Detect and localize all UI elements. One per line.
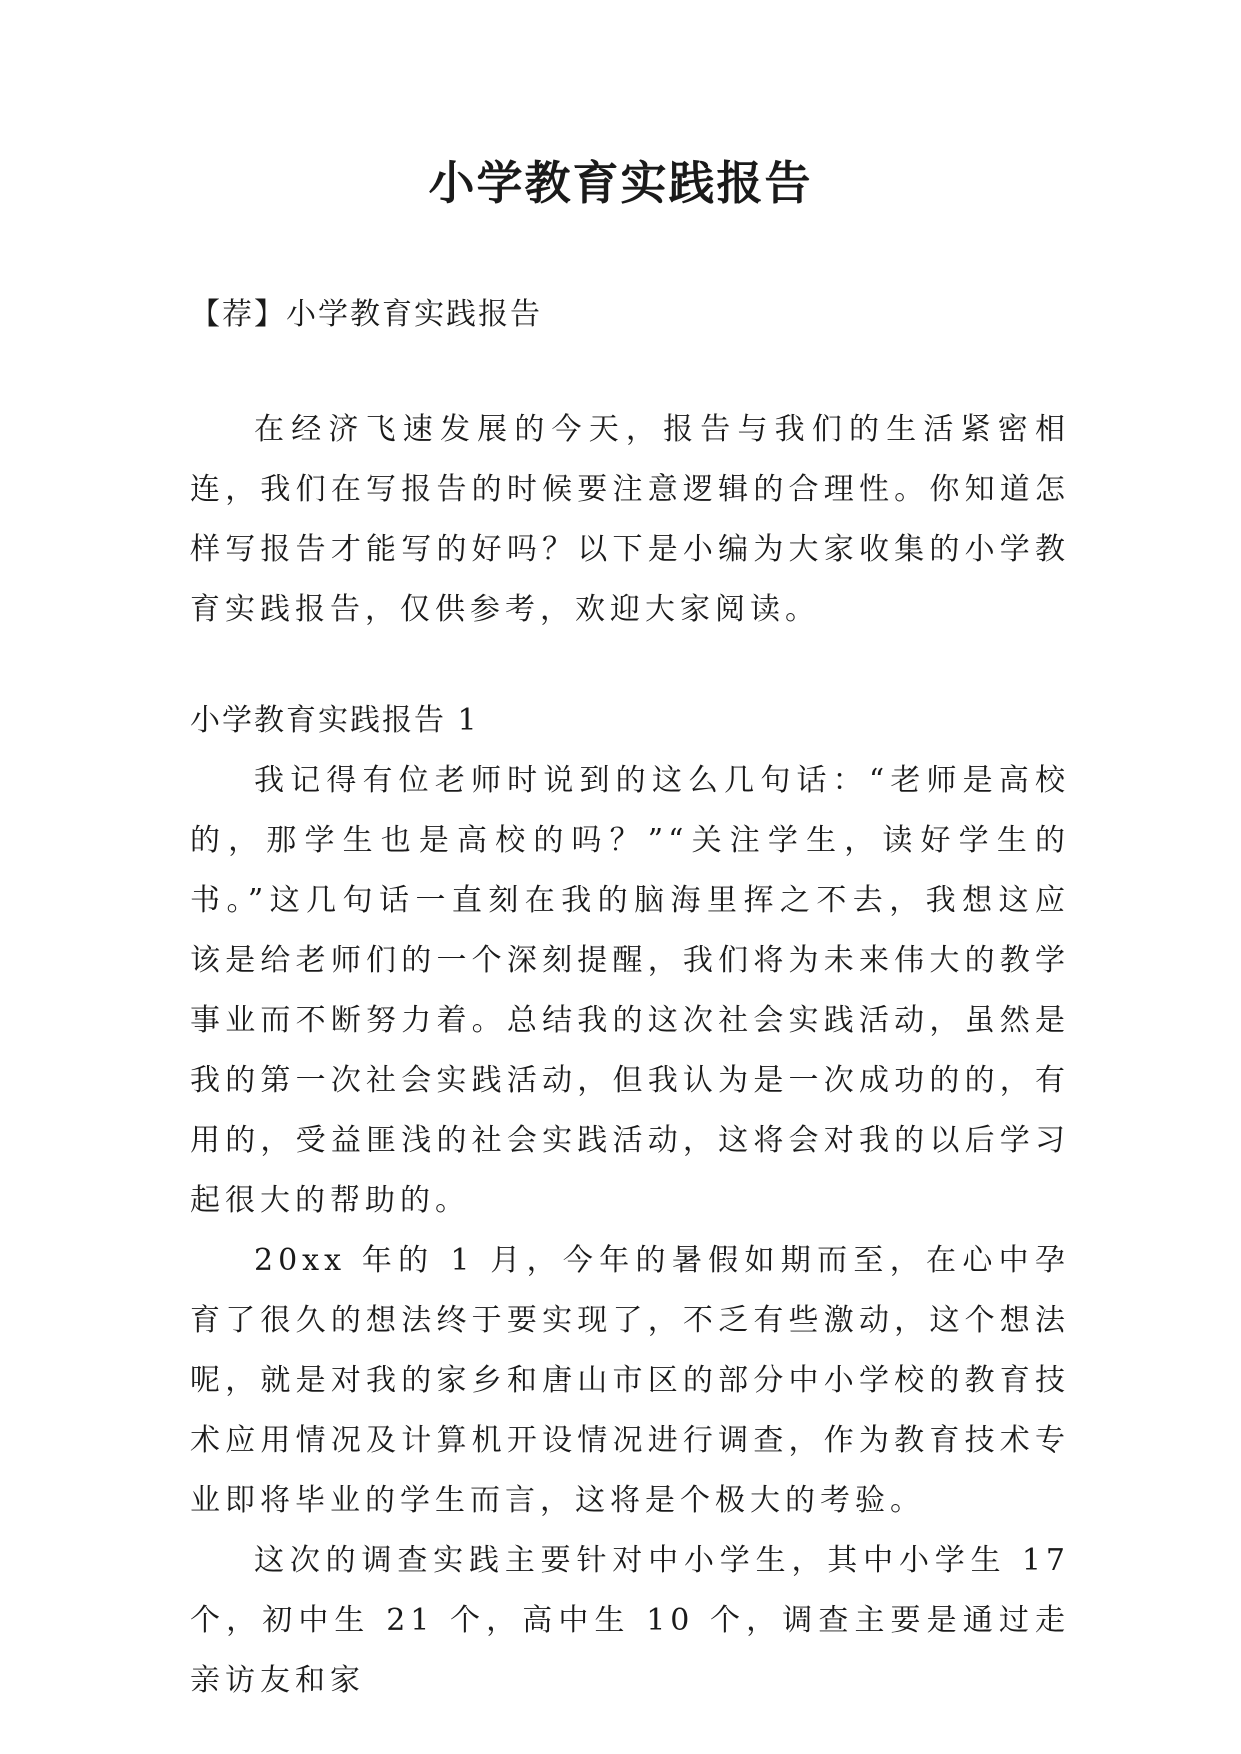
document-subtitle: 【荐】小学教育实践报告 (190, 297, 542, 332)
intro-paragraph: 在经济飞速发展的今天，报告与我们的生活紧密相连，我们在写报告的时候要注意逻辑的合理性。你知道怎样写报告才能写的好吗？以下是小编为大家收集的小学教育实践报告，仅供参考，欢迎大家阅读。 (190, 412, 1070, 627)
report-section-1 (190, 691, 1070, 1711)
section-paragraph-3: 这次的调查实践主要针对中小学生，其中小学生 17 个，初中生 21 个，高中生 10 个，调查主要是通过走亲访友和家 (190, 1543, 1070, 1698)
section-paragraph-1: 我记得有位老师时说到的这么几句话：“老师是高校的，那学生也是高校的吗？”“关注学生，读好学生的书。”这几句话一直刻在我的脑海里挥之不去，我想这应该是给老师们的一个深刻提醒，我们将为未来伟大的教学事业而不断努力着。总结我的这次社会实践活动，虽然是我的第一次社会实践活动，但我认为是一次成功的的，有用的，受益匪浅的社会实践活动，这将会对我的以后学习起很大的帮助的。 (190, 763, 1070, 1218)
document-title: 小学教育实践报告 (428, 156, 813, 210)
section-paragraph-2: 20xx 年的 1 月，今年的暑假如期而至，在心中孕育了很久的想法终于要实现了，不乏有些激动，这个想法呢，就是对我的家乡和唐山市区的部分中小学校的教育技术应用情况及计算机开设情况进行调查，作为教育技术专业即将毕业的学生而言，这将是个极大的考验。 (190, 1243, 1070, 1518)
section-heading: 小学教育实践报告 1 (190, 703, 479, 738)
